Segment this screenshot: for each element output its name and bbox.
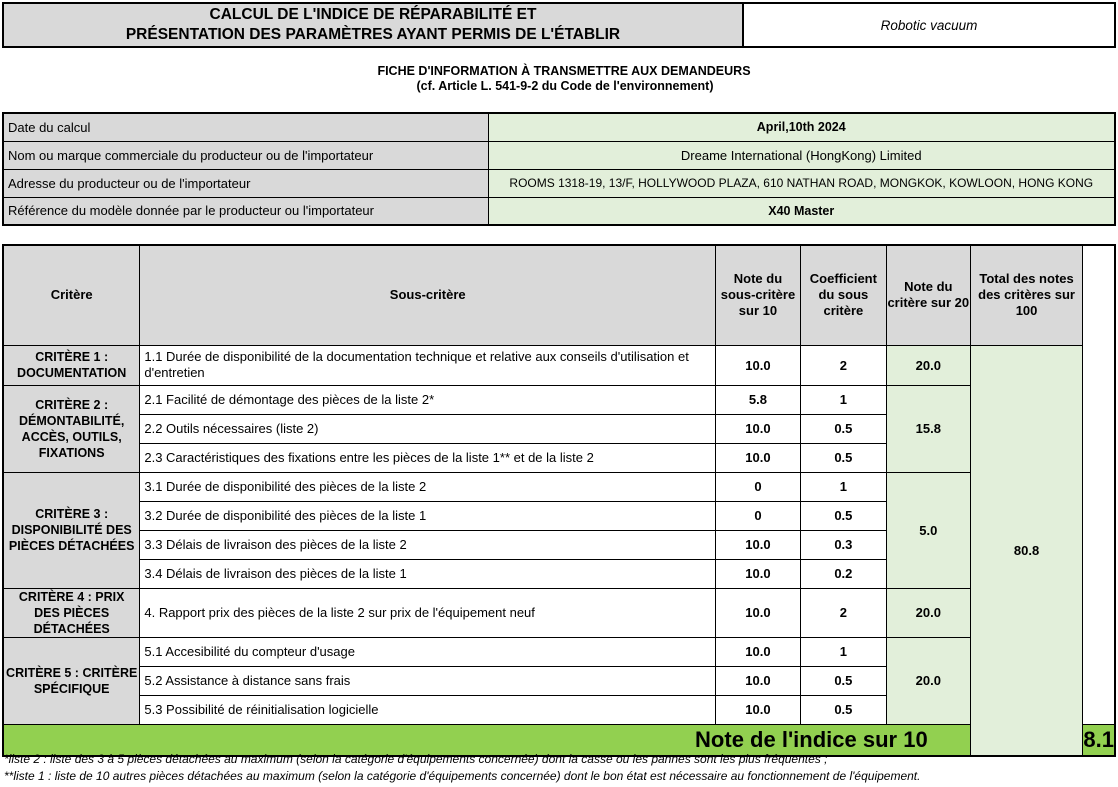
subcriterion-note: 10.0 xyxy=(716,559,801,588)
footnotes xyxy=(4,751,920,785)
info-value: X40 Master xyxy=(488,197,1115,225)
final-score-label: Note de l'indice sur 10 xyxy=(3,724,970,756)
subcriterion-note: 0 xyxy=(716,501,801,530)
subcriterion-coef: 0.5 xyxy=(800,501,886,530)
subcriterion-coef: 2 xyxy=(800,345,886,385)
page-title xyxy=(4,4,744,46)
info-row-model xyxy=(3,197,1115,225)
subcriterion-coef: 1 xyxy=(800,385,886,414)
table-row xyxy=(3,588,1115,637)
criterion-3-name: CRITÈRE 3 : DISPONIBILITÉ DES PIÈCES DÉTACHÉES xyxy=(3,472,140,588)
footnote-2: **liste 1 : liste de 10 autres pièces détachées au maximum (selon la catégorie d'équipements concernée) dont le bon état est nécessaire au fonctionnement de l'équipement. xyxy=(4,769,921,783)
header-coefficient: Coefficient du sous critère xyxy=(800,245,886,345)
info-value: ROOMS 1318-19, 13/F, HOLLYWOOD PLAZA, 610 NATHAN ROAD, MONGKOK, KOWLOON, HONG KONG xyxy=(488,169,1115,197)
subcriterion-coef: 0.2 xyxy=(800,559,886,588)
subtitle xyxy=(0,64,1118,94)
subcriterion-note: 10.0 xyxy=(716,530,801,559)
product-type: Robotic vacuum xyxy=(880,17,978,33)
table-row xyxy=(3,385,1115,414)
header-note-critere: Note du critère sur 20 xyxy=(886,245,970,345)
info-label: Adresse du producteur ou de l'importateur xyxy=(3,169,488,197)
criterion-2-name: CRITÈRE 2 : DÉMONTABILITÉ, ACCÈS, OUTILS, FIXATIONS xyxy=(3,385,140,472)
subcriterion-label: 2.3 Caractéristiques des fixations entre les pièces de la liste 1** et de la liste 2 xyxy=(140,443,716,472)
subcriterion-label: 1.1 Durée de disponibilité de la documentation technique et relative aux conseils d'utilisation et d'entretien xyxy=(140,345,716,385)
subcriterion-label: 4. Rapport prix des pièces de la liste 2 sur prix de l'équipement neuf xyxy=(140,588,716,637)
subcriterion-coef: 0.5 xyxy=(800,666,886,695)
subcriterion-label: 2.1 Facilité de démontage des pièces de la liste 2* xyxy=(140,385,716,414)
subtitle-line1: FICHE D'INFORMATION À TRANSMETTRE AUX DEMANDEURS xyxy=(377,64,751,78)
subcriterion-note: 10.0 xyxy=(716,666,801,695)
criterion-5-score: 20.0 xyxy=(886,637,970,724)
info-table xyxy=(2,112,1116,226)
page-title-line2: PRÉSENTATION DES PARAMÈTRES AYANT PERMIS DE L'ÉTABLIR xyxy=(125,26,621,43)
scoring-table xyxy=(2,244,1116,757)
info-row-producer xyxy=(3,141,1115,169)
info-value: Dreame International (HongKong) Limited xyxy=(488,141,1115,169)
subcriterion-note: 10.0 xyxy=(716,695,801,724)
criterion-2-score: 15.8 xyxy=(886,385,970,472)
final-score-value: 8.1 xyxy=(1083,724,1115,756)
info-label: Date du calcul xyxy=(3,113,488,141)
subcriterion-label: 2.2 Outils nécessaires (liste 2) xyxy=(140,414,716,443)
subcriterion-note: 10.0 xyxy=(716,345,801,385)
info-row-address xyxy=(3,169,1115,197)
criterion-3-score: 5.0 xyxy=(886,472,970,588)
subcriterion-note: 10.0 xyxy=(716,637,801,666)
page-header xyxy=(2,2,1116,48)
subcriterion-coef: 2 xyxy=(800,588,886,637)
subcriterion-label: 3.4 Délais de livraison des pièces de la liste 1 xyxy=(140,559,716,588)
table-row xyxy=(3,472,1115,501)
criterion-4-score: 20.0 xyxy=(886,588,970,637)
subcriterion-note: 10.0 xyxy=(716,443,801,472)
criterion-1-name: CRITÈRE 1 : DOCUMENTATION xyxy=(3,345,140,385)
subtitle-line2: (cf. Article L. 541-9-2 du Code de l'environnement) xyxy=(416,79,714,93)
header-critere: Critère xyxy=(3,245,140,345)
table-header-row xyxy=(3,245,1115,345)
table-row xyxy=(3,637,1115,666)
header-sous-critere: Sous-critère xyxy=(140,245,716,345)
subcriterion-coef: 0.5 xyxy=(800,695,886,724)
subcriterion-coef: 0.3 xyxy=(800,530,886,559)
subcriterion-label: 5.2 Assistance à distance sans frais xyxy=(140,666,716,695)
criterion-1-score: 20.0 xyxy=(886,345,970,385)
header-total: Total des notes des critères sur 100 xyxy=(970,245,1083,345)
subcriterion-note: 10.0 xyxy=(716,414,801,443)
header-note-sous-critere: Note du sous-critère sur 10 xyxy=(716,245,801,345)
subcriterion-coef: 1 xyxy=(800,472,886,501)
info-value: April,10th 2024 xyxy=(488,113,1115,141)
subcriterion-coef: 1 xyxy=(800,637,886,666)
info-label: Référence du modèle donnée par le producteur ou l'importateur xyxy=(3,197,488,225)
subcriterion-label: 5.3 Possibilité de réinitialisation logicielle xyxy=(140,695,716,724)
subcriterion-label: 3.1 Durée de disponibilité des pièces de la liste 2 xyxy=(140,472,716,501)
footnote-1: *liste 2 : liste des 3 à 5 pièces détachées au maximum (selon la catégorie d'équipements concernée) dont la casse ou les pannes sont les plus fréquentes ; xyxy=(4,752,828,766)
page-title-line1: CALCUL DE L'INDICE DE RÉPARABILITÉ ET xyxy=(209,6,537,23)
subcriterion-note: 5.8 xyxy=(716,385,801,414)
subcriterion-note: 10.0 xyxy=(716,588,801,637)
table-row xyxy=(3,345,1115,385)
subcriterion-label: 3.2 Durée de disponibilité des pièces de la liste 1 xyxy=(140,501,716,530)
subcriterion-coef: 0.5 xyxy=(800,414,886,443)
criterion-5-name: CRITÈRE 5 : CRITÈRE SPÉCIFIQUE xyxy=(3,637,140,724)
subcriterion-label: 3.3 Délais de livraison des pièces de la liste 2 xyxy=(140,530,716,559)
criterion-4-name: CRITÈRE 4 : PRIX DES PIÈCES DÉTACHÉES xyxy=(3,588,140,637)
info-label: Nom ou marque commerciale du producteur ou de l'importateur xyxy=(3,141,488,169)
subcriterion-label: 5.1 Accesibilité du compteur d'usage xyxy=(140,637,716,666)
subcriterion-coef: 0.5 xyxy=(800,443,886,472)
subcriterion-note: 0 xyxy=(716,472,801,501)
total-score: 80.8 xyxy=(970,345,1083,756)
info-row-date xyxy=(3,113,1115,141)
